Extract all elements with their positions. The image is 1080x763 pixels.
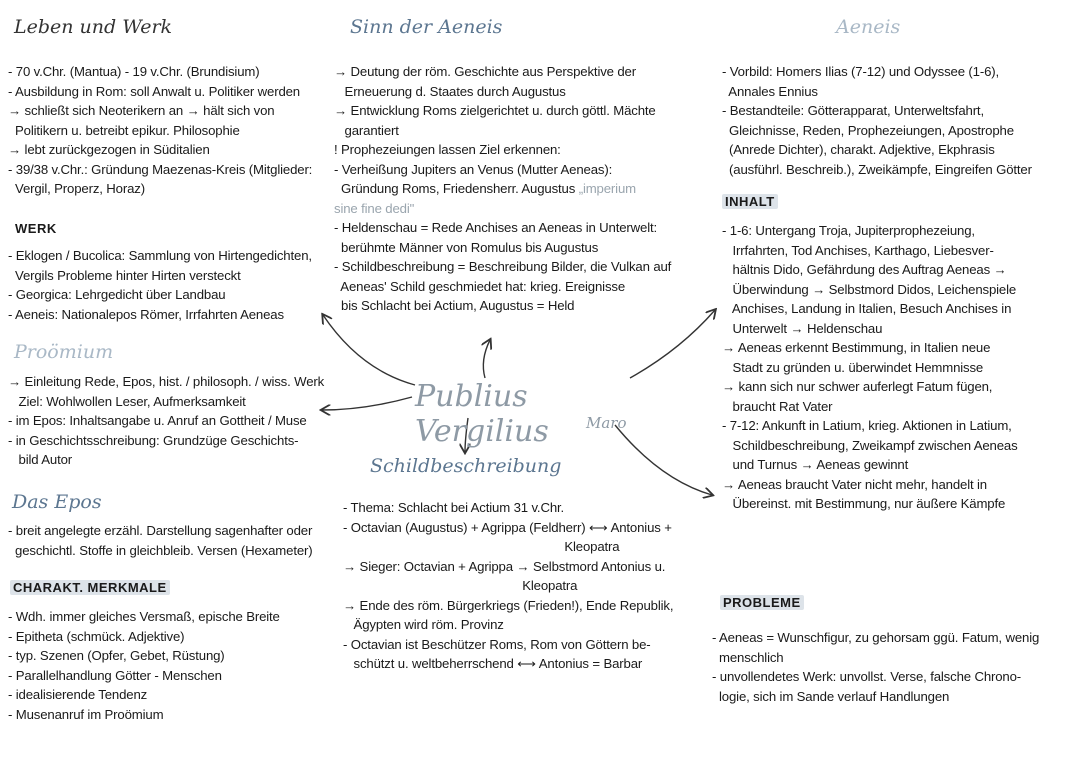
list-item: → Aeneas erkennt Bestimmung, in Italien neue	[722, 340, 991, 355]
list-item: braucht Rat Vater	[722, 398, 833, 414]
list-item: menschlich	[712, 649, 784, 665]
list-item: → schließt sich Neoterikern an → hält sich von	[8, 103, 275, 118]
inhalt-section	[722, 193, 778, 211]
list-item: ! Prophezeiungen lassen Ziel erkennen:	[334, 142, 561, 157]
list-item: - in Geschichtsschreibung: Grundzüge Geschichts-	[8, 432, 299, 448]
leben-section	[14, 18, 172, 37]
list-item: und Turnus → Aeneas gewinnt	[722, 457, 909, 472]
schild-list	[343, 498, 673, 674]
center-subtitle: Maro	[586, 414, 627, 432]
list-item: berühmte Männer von Romulus bis Augustus	[334, 239, 599, 255]
werk-heading: WERK	[15, 221, 57, 236]
list-item: - Parallelhandlung Götter - Menschen	[8, 667, 222, 683]
werk-list	[8, 246, 312, 324]
probleme-section	[720, 594, 804, 612]
list-item: → Einleitung Rede, Epos, hist. / philosoph. / wiss. Werk	[8, 374, 325, 389]
list-item: - Bestandteile: Götterapparat, Unterweltsfahrt,	[722, 103, 984, 118]
list-item: Politikern u. betreibt epikur. Philosophie	[8, 122, 240, 138]
list-item: - Schildbeschreibung = Beschreibung Bilder, die Vulkan auf	[334, 259, 672, 274]
inhalt-heading: INHALT	[722, 194, 778, 209]
list-item: - 70 v.Chr. (Mantua) - 19 v.Chr. (Brundisium)	[8, 64, 260, 79]
schild-heading: Schildbeschreibung	[370, 455, 562, 477]
aeneis-list	[722, 62, 1032, 179]
list-item: → Sieger: Octavian + Agrippa → Selbstmord Antonius u.	[343, 558, 666, 574]
list-item: - Aeneas = Wunschfigur, zu gehorsam ggü. Fatum, wenig	[712, 630, 1040, 645]
leben-heading: Leben und Werk	[14, 16, 173, 38]
arrow-to-prooemium	[322, 397, 412, 410]
epos-list	[8, 521, 313, 560]
list-item: - Octavian ist Beschützer Roms, Rom von Göttern be-	[343, 636, 651, 652]
sinn-section	[350, 18, 502, 37]
prooemium-section	[14, 343, 113, 362]
list-item	[334, 179, 671, 199]
list-item: - im Epos: Inhaltsangabe u. Anruf an Gottheit / Muse	[8, 413, 307, 428]
list-item: bild Autor	[8, 452, 73, 467]
list-item: Vergil, Properz, Horaz)	[8, 181, 145, 196]
list-item: - typ. Szenen (Opfer, Gebet, Rüstung)	[8, 648, 225, 663]
list-item: - Verheißung Jupiters an Venus (Mutter Aeneas):	[334, 161, 613, 177]
aeneis-heading: Aeneis	[836, 16, 901, 38]
list-item: - unvollendetes Werk: unvollst. Verse, falsche Chrono-	[712, 669, 1022, 684]
list-item: - 39/38 v.Chr.: Gründung Maezenas-Kreis (Mitglieder:	[8, 161, 313, 177]
list-item: Erneuerung d. Staates durch Augustus	[334, 83, 566, 99]
list-item: bis Schlacht bei Actium, Augustus = Held	[334, 298, 575, 313]
inhalt-list	[722, 221, 1018, 514]
arrow-to-sinn	[483, 340, 490, 378]
list-item: - 7-12: Ankunft in Latium, krieg. Aktionen in Latium,	[722, 418, 1012, 433]
list-item: Übereinst. mit Bestimmung, nur äußere Kämpfe	[722, 496, 1006, 511]
list-item: - Georgica: Lehrgedicht über Landbau	[8, 287, 226, 302]
list-item: Kleopatra	[343, 578, 578, 593]
list-item: Ziel: Wohlwollen Leser, Aufmerksamkeit	[8, 393, 246, 409]
arrow-to-inhalt	[630, 310, 715, 378]
epos-heading: Das Epos	[12, 491, 102, 513]
list-item-text: Gründung Roms, Friedensherr. Augustus	[334, 181, 576, 196]
list-item: - Musenanruf im Proömium	[8, 706, 164, 722]
prooemium-heading: Proömium	[14, 341, 114, 363]
list-item: Überwindung → Selbstmord Didos, Leichenspiele	[722, 281, 1017, 297]
sinn-heading: Sinn der Aeneis	[350, 16, 503, 38]
sinn-list	[334, 62, 671, 316]
merkmale-section	[10, 579, 170, 597]
quote-note-cont: sine fine dedi"	[334, 200, 415, 216]
list-item: - Aeneis: Nationalepos Römer, Irrfahrten Aeneas	[8, 306, 284, 322]
list-item: logie, sich im Sande verlauf Handlungen	[712, 688, 950, 704]
list-item: → kann sich nur schwer auferlegt Fatum fügen,	[722, 379, 993, 394]
list-item: - Eklogen / Bucolica: Sammlung von Hirtengedichten,	[8, 248, 312, 263]
list-item: (ausführl. Beschreib.), Zweikämpfe, Eingreifen Götter	[722, 161, 1032, 177]
aeneis-section	[836, 18, 900, 37]
quote-note: „imperium	[578, 181, 636, 196]
list-item: - breit angelegte erzähl. Darstellung sagenhafter oder	[8, 523, 313, 538]
list-item: Stadt zu gründen u. überwindet Hemmnisse	[722, 359, 984, 375]
werk-section	[12, 220, 60, 238]
list-item: → Aeneas braucht Vater nicht mehr, handelt in	[722, 476, 987, 492]
list-item: Schildbeschreibung, Zweikampf zwischen Aeneas	[722, 437, 1018, 453]
merkmale-list	[8, 607, 280, 724]
list-item: Vergils Probleme hinter Hirten versteckt	[8, 267, 241, 283]
prooemium-list	[8, 372, 324, 470]
list-item: hältnis Dido, Gefährdung des Auftrag Aeneas →	[722, 262, 1007, 277]
list-item: - Heldenschau = Rede Anchises an Aeneas in Unterwelt:	[334, 220, 658, 235]
list-item: → Ende des röm. Bürgerkriegs (Frieden!), Ende Republik,	[343, 597, 674, 613]
arrow-to-turnus	[615, 425, 712, 495]
list-item: garantiert	[334, 122, 399, 138]
list-item: Kleopatra	[343, 539, 620, 554]
list-item: - Epitheta (schmück. Adjektive)	[8, 628, 185, 644]
list-item: Irrfahrten, Tod Anchises, Karthago, Liebesver-	[722, 242, 994, 258]
list-item: - idealisierende Tendenz	[8, 687, 148, 702]
probleme-list	[712, 628, 1039, 706]
list-item: - Octavian (Augustus) + Agrippa (Feldherr) ⟷ Antonius +	[343, 519, 672, 535]
list-item: (Anrede Dichter), charakt. Adjektive, Ekphrasis	[722, 142, 995, 157]
list-item: - 1-6: Untergang Troja, Jupiterprophezeiung,	[722, 223, 975, 238]
list-item: - Vorbild: Homers Ilias (7-12) und Odyssee (1-6),	[722, 64, 1000, 79]
list-item: - Thema: Schlacht bei Actium 31 v.Chr.	[343, 500, 565, 515]
list-item: Unterwelt → Heldenschau	[722, 320, 883, 336]
list-item: → Entwicklung Roms zielgerichtet u. durch göttl. Mächte	[334, 103, 656, 118]
epos-section	[12, 493, 102, 512]
leben-list	[8, 62, 312, 199]
list-item: → Deutung der röm. Geschichte aus Perspektive der	[334, 64, 636, 79]
list-item: → lebt zurückgezogen in Süditalien	[8, 142, 210, 157]
list-item: - Wdh. immer gleiches Versmaß, epische Breite	[8, 609, 280, 624]
schild-section	[370, 457, 561, 476]
list-item: Aeneas' Schild geschmiedet hat: krieg. Ereignisse	[334, 278, 626, 294]
list-item: schützt u. weltbeherrschend ⟷ Antonius = Barbar	[343, 656, 643, 671]
list-item: Gleichnisse, Reden, Prophezeiungen, Apostrophe	[722, 122, 1014, 138]
list-item: Ägypten wird röm. Provinz	[343, 617, 504, 632]
merkmale-heading: CHARAKT. MERKMALE	[10, 580, 170, 595]
list-item: geschichtl. Stoffe in gleichbleib. Versen (Hexameter)	[8, 542, 313, 558]
arrow-to-werk	[323, 315, 415, 385]
list-item: Annales Ennius	[722, 83, 818, 99]
list-item: - Ausbildung in Rom: soll Anwalt u. Politiker werden	[8, 83, 300, 99]
center-title: Publius Vergilius	[415, 379, 549, 449]
probleme-heading: PROBLEME	[720, 595, 804, 610]
list-item: Anchises, Landung in Italien, Besuch Anchises in	[722, 301, 1012, 316]
